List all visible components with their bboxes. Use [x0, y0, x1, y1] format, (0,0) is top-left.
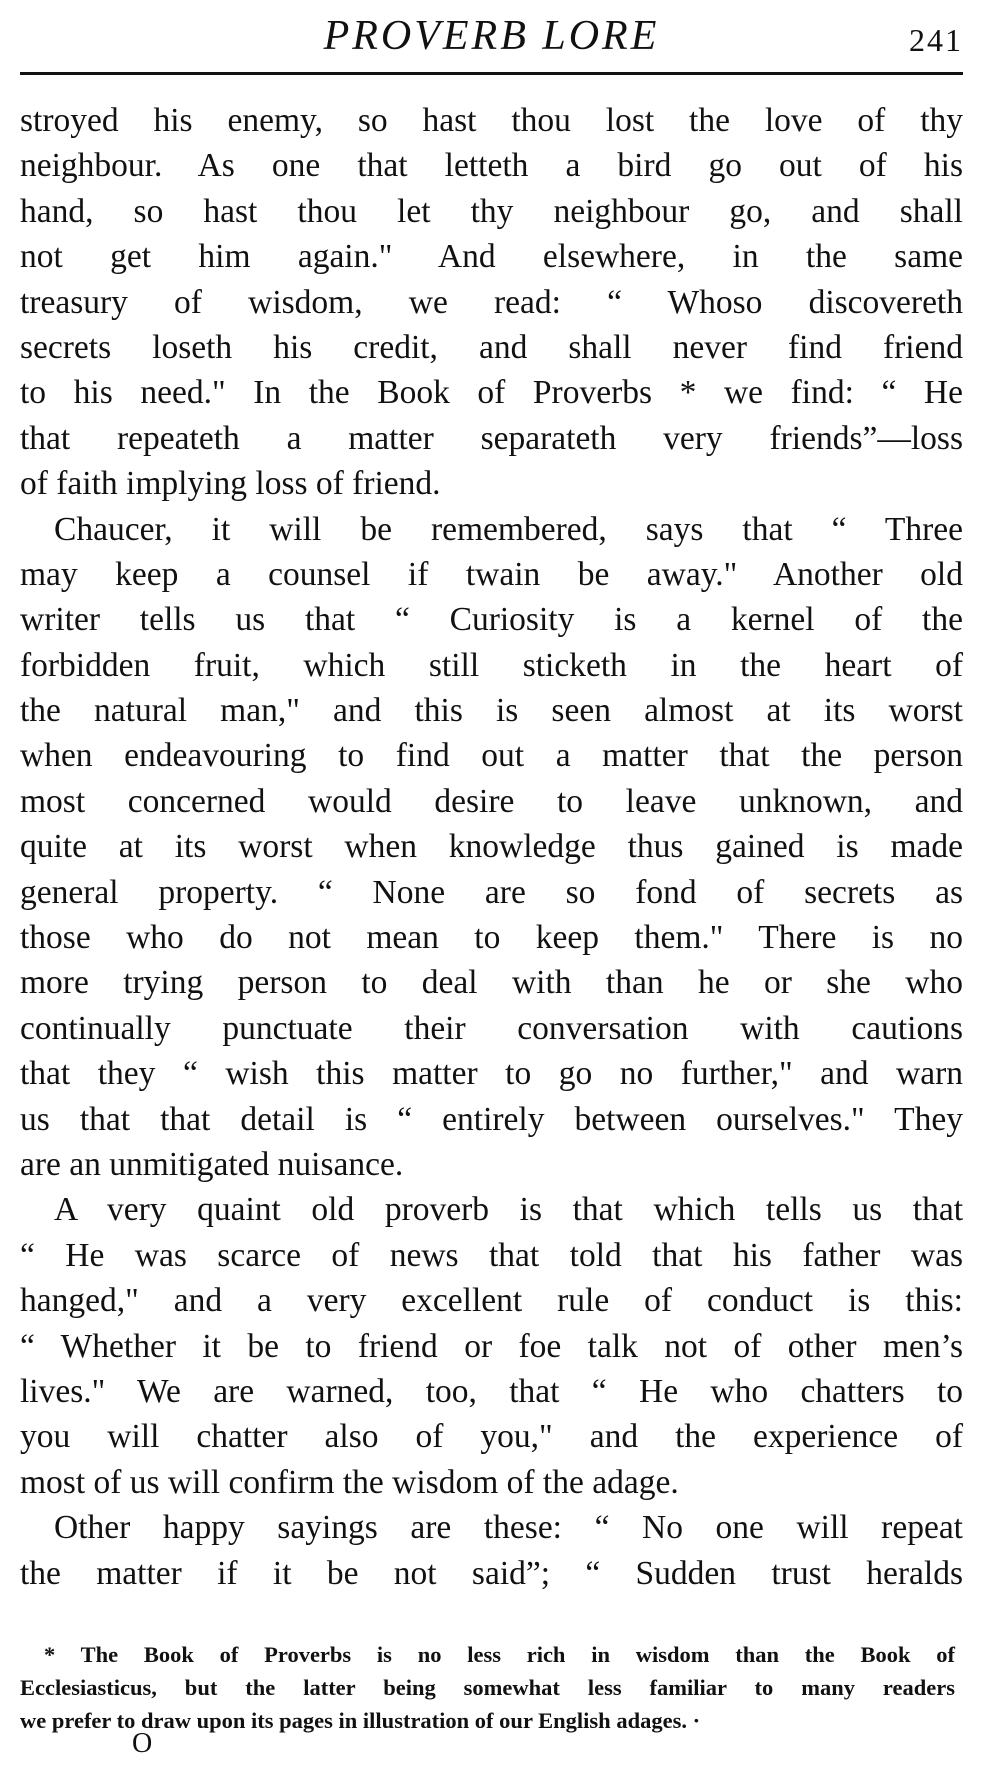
text-line: most concerned would desire to leave unknown, and [20, 782, 963, 820]
signature-mark: O [132, 1728, 153, 1759]
text-line: not get him again." And elsewhere, in the same [20, 238, 963, 276]
text-line: stroyed his enemy, so hast thou lost the love of thy [20, 102, 963, 139]
text-line: hanged," and a very excellent rule of conduct is this: [20, 1282, 963, 1320]
text-line: forbidden fruit, which still sticketh in the heart of [20, 646, 963, 684]
text-line: continually punctuate their conversation with cautions [20, 1009, 963, 1047]
text-line: writer tells us that “ Curiosity is a kernel of the [20, 601, 963, 639]
footnote [20, 1638, 955, 1737]
running-title: PROVERB LORE [323, 13, 660, 59]
text-line: hand, so hast thou let thy neighbour go, and shall [20, 192, 963, 230]
paragraph-end-line: most of us will confirm the wisdom of the adage. [20, 1463, 679, 1501]
text-line: those who do not mean to keep them." There is no [20, 919, 963, 957]
text-line: that repeateth a matter separateth very friends”—loss [20, 419, 963, 457]
text-line: “ Whether it be to friend or foe talk not of other men’s [20, 1327, 963, 1365]
text-line: the natural man," and this is seen almost at its worst [20, 692, 963, 730]
text-line: lives." We are warned, too, that “ He who chatters to [20, 1372, 963, 1410]
footnote-line: * The Book of Proverbs is no less rich in wisdom than the Book of [44, 1642, 955, 1667]
text-line: that they “ wish this matter to go no further," and warn [20, 1055, 963, 1093]
paragraph-end-line: of faith implying loss of friend. [20, 465, 441, 503]
text-line: secrets loseth his credit, and shall never find friend [20, 328, 963, 366]
text-line: “ He was scarce of news that told that his father was [20, 1236, 963, 1274]
page-number: 241 [909, 22, 963, 58]
footnote-line: Ecclesiasticus, but the latter being somewhat less familiar to many readers [20, 1675, 955, 1700]
text-line: to his need." In the Book of Proverbs * we find: “ He [20, 374, 963, 412]
running-head [20, 8, 963, 68]
text-line: more trying person to deal with than he or she who [20, 964, 963, 1002]
paragraph-start-line: A very quaint old proverb is that which tells us that [54, 1191, 963, 1229]
paragraph-start-line: Chaucer, it will be remembered, says that “ Three [54, 510, 963, 548]
body-text [20, 98, 963, 1596]
text-line: treasury of wisdom, we read: “ Whoso discovereth [20, 283, 963, 321]
paragraph-start-line: Other happy sayings are these: “ No one will repeat [54, 1509, 963, 1547]
text-line: when endeavouring to find out a matter that the person [20, 737, 963, 775]
text-line: the matter if it be not said”; “ Sudden trust heralds [20, 1554, 963, 1592]
paragraph-end-line: are an unmitigated nuisance. [20, 1145, 404, 1183]
text-line: general property. “ None are so fond of secrets as [20, 873, 963, 911]
text-line: us that that detail is “ entirely between ourselves." They [20, 1100, 963, 1138]
text-line: neighbour. As one that letteth a bird go out of his [20, 147, 963, 185]
header-rule [20, 72, 963, 75]
footnote-line: we prefer to draw upon its pages in illustration of our English adages. · [20, 1708, 701, 1733]
text-line: may keep a counsel if twain be away." Another old [20, 555, 963, 593]
text-line: you will chatter also of you," and the experience of [20, 1418, 963, 1456]
text-line: quite at its worst when knowledge thus gained is made [20, 828, 963, 866]
